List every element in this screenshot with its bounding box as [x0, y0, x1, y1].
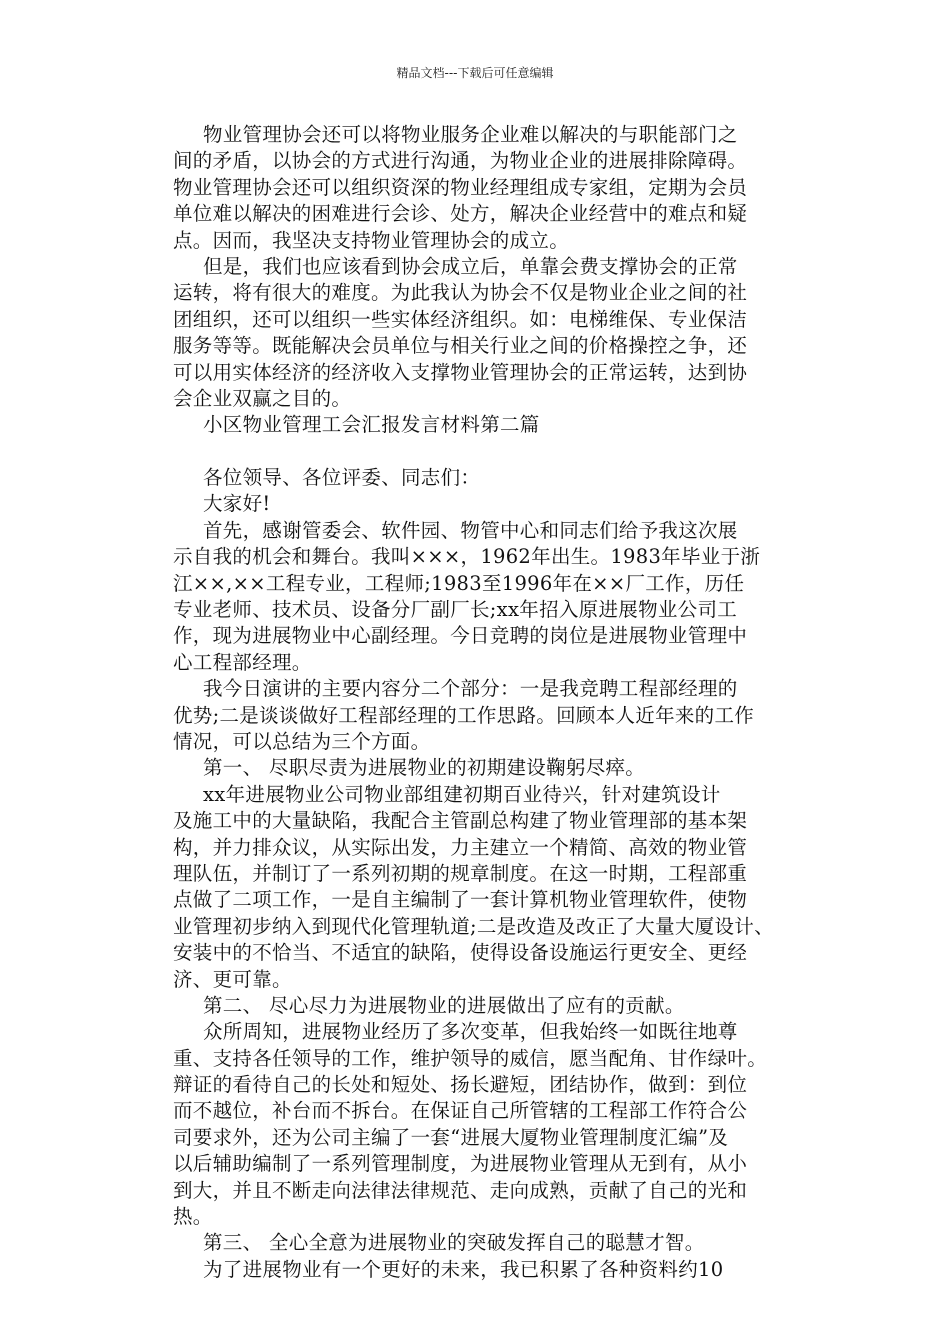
text-line: 大家好! [203, 492, 271, 516]
text-line: 点。因而，我坚决支持物业管理协会的成立。 [173, 228, 570, 252]
text-line: 优势;二是谈谈做好工程部经理的工作思路。回顾本人近年来的工作 [173, 703, 755, 727]
text-line: 第三、 全心全意为进展物业的突破发挥自己的聪慧才智。 [203, 1231, 705, 1255]
text-line: 专业老师、技术员、设备分厂副厂长;xx年招入原进展物业公司工 [173, 598, 738, 622]
blank-line [173, 439, 813, 465]
text-line: 理队伍，并制订了一系列初期的规章制度。在这一时期，工程部重 [173, 861, 748, 885]
text-line: 构，并力排众议，从实际出发，力主建立一个精简、高效的物业管 [173, 835, 748, 859]
text-line: 各位领导、各位评委、同志们： [203, 466, 481, 490]
text-line: 安装中的不恰当、不适宜的缺陷，使得设备设施运行更安全、更经 [173, 941, 748, 965]
text-line: 众所周知，进展物业经历了多次变革，但我始终一如既往地尊 [203, 1020, 738, 1044]
text-line: 到大，并且不断走向法律法律规范、走向成熟，贡献了自己的光和 [173, 1178, 748, 1202]
text-line: 第二、 尽心尽力为进展物业的进展做出了应有的贡献。 [203, 993, 685, 1017]
text-line: 物业管理协会还可以组织资深的物业经理组成专家组，定期为会员 [173, 175, 748, 199]
text-line: 业管理初步纳入到现代化管理轨道;二是改造及改正了大量大厦设计、 [173, 914, 774, 938]
text-line: 单位难以解决的困难进行会诊、处方，解决企业经营中的难点和疑 [173, 202, 748, 226]
text-line: 我今日演讲的主要内容分二个部分：一是我竞聘工程部经理的 [203, 677, 738, 701]
text-line: 物业管理协会还可以将物业服务企业难以解决的与职能部门之 [203, 123, 738, 146]
text-line: 济、更可靠。 [173, 967, 292, 991]
text-line: 而不越位，补台而不拆台。在保证自己所管辖的工程部工作符合公 [173, 1099, 748, 1123]
text-line: 间的矛盾，以协会的方式进行沟通，为物业企业的进展排除障碍。 [173, 149, 748, 173]
text-line: 热。 [173, 1205, 213, 1229]
text-line: 江××,××工程专业，工程师;1983至1996年在××厂工作，历任 [173, 571, 745, 595]
text-line: 但是，我们也应该看到协会成立后，单靠会费支撑协会的正常 [203, 254, 738, 278]
text-line: 运转，将有很大的难度。为此我认为协会不仅是物业企业之间的社 [173, 281, 748, 305]
text-line: 辩证的看待自己的长处和短处、扬长避短，团结协作，做到：到位 [173, 1073, 748, 1097]
text-line: xx年进展物业公司物业部组建初期百业待兴，针对建筑设计 [203, 782, 721, 806]
text-line: 重、支持各任领导的工作，维护领导的威信，愿当配角、甘作绿叶。 [173, 1046, 768, 1070]
document-body [173, 122, 813, 1283]
page-header: 精品文档---下载后可任意编辑 [396, 66, 554, 80]
text-line: 第一、 尽职尽责为进展物业的初期建设鞠躬尽瘁。 [203, 756, 646, 780]
text-line: 作，现为进展物业中心副经理。今日竞聘的岗位是进展物业管理中 [173, 624, 748, 648]
text-line: 以后辅助编制了一系列管理制度，为进展物业管理从无到有，从小 [173, 1152, 748, 1176]
text-line: 可以用实体经济的经济收入支撑物业管理协会的正常运转，达到协 [173, 360, 748, 384]
text-line: 服务等等。既能解决会员单位与相关行业之间的价格操控之争，还 [173, 334, 748, 358]
text-line: 示自我的机会和舞台。我叫×××，1962年出生。1983年毕业于浙 [173, 545, 761, 569]
text-line: 点做了二项工作，一是自主编制了一套计算机物业管理软件，使物 [173, 888, 748, 912]
text-line: 团组织，还可以组织一些实体经济组织。如：电梯维保、专业保洁 [173, 307, 748, 331]
text-line: 小区物业管理工会汇报发言材料第二篇 [203, 413, 540, 437]
text-line: 心工程部经理。 [173, 650, 312, 674]
text-line: 为了进展物业有一个更好的未来，我已积累了各种资料约10 [203, 1257, 724, 1281]
text-line: 会企业双赢之目的。 [173, 386, 352, 410]
text-line: 情况，可以总结为三个方面。 [173, 729, 431, 753]
text-line: 首先，感谢管委会、软件园、物管中心和同志们给予我这次展 [203, 518, 738, 542]
text-line: 司要求外，还为公司主编了一套“进展大厦物业管理制度汇编”及 [173, 1125, 729, 1149]
text-line: 及施工中的大量缺陷，我配合主管副总构建了物业管理部的基本架 [173, 809, 748, 833]
